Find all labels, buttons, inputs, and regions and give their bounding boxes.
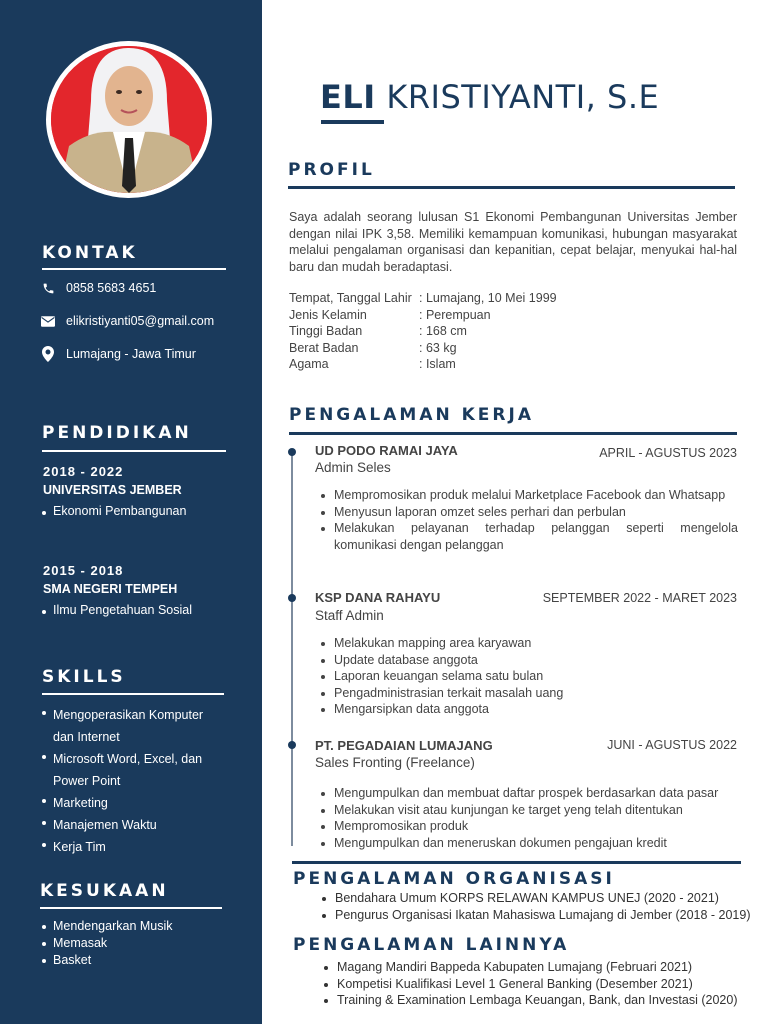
job-task: Mempromosikan produk (318, 818, 738, 835)
location-pin-icon (40, 346, 56, 362)
education-major-list (40, 504, 186, 518)
hobbies-heading: KESUKAAN (40, 881, 169, 901)
work-divider (289, 432, 737, 435)
education-school: UNIVERSITAS JEMBER (43, 483, 182, 497)
profile-heading: PROFIL (288, 160, 375, 180)
other-experience-heading: PENGALAMAN LAINNYA (293, 935, 570, 955)
profile-summary: Saya adalah seorang lulusan S1 Ekonomi Pembangunan Universitas Jember dengan nilai IPK 3,58. Memiliki kemampuan komunikasi, hubungan masyarakat melalui pengalaman organisasi dan kepanitian, cepat belajar, menyukai hal-hal baru dan mudah beradaptasi. (289, 210, 737, 274)
job-task: Melakukan visit atau kunjungan ke target yeng telah ditentukan (318, 802, 738, 819)
job-task: Melakukan pelayanan terhadap pelanggan seperti mengelola komunikasi dengan pelanggan (318, 520, 738, 553)
education-school: SMA NEGERI TEMPEH (43, 582, 178, 596)
work-heading: PENGALAMAN KERJA (289, 405, 534, 425)
name-underline (321, 120, 384, 124)
detail-value: : Lumajang, 10 Mei 1999 (419, 291, 557, 305)
education-heading: PENDIDIKAN (42, 423, 192, 443)
job-role: Staff Admin (315, 608, 384, 623)
hobbies-list (40, 918, 173, 969)
contact-phone (40, 280, 156, 296)
job-date: JUNI - AGUSTUS 2022 (607, 738, 737, 752)
sidebar (0, 0, 262, 1024)
last-name: KRISTIYANTI, S.E (375, 78, 660, 116)
hobby-item: Basket (40, 952, 173, 969)
education-major: Ekonomi Pembangunan (40, 504, 186, 518)
phone-icon (40, 280, 56, 296)
detail-label: Berat Badan (289, 340, 359, 355)
contact-location (40, 346, 196, 362)
other-experience-item: Magang Mandiri Bappeda Kabupaten Lumajang (Februari 2021) (320, 959, 737, 976)
timeline-dot (288, 448, 296, 456)
job-task: Pengadministrasian terkait masalah uang (318, 685, 738, 702)
job-task: Melakukan mapping area karyawan (318, 635, 738, 652)
job-task: Menyusun laporan omzet seles perhari dan perbulan (318, 504, 738, 521)
skill-item: Manajemen Waktu (40, 814, 220, 836)
detail-row (289, 290, 557, 307)
contact-heading: KONTAK (42, 243, 138, 263)
profile-photo (46, 41, 212, 198)
skill-item: Marketing (40, 792, 220, 814)
work-timeline (291, 452, 293, 846)
detail-row (289, 307, 557, 324)
detail-value: : Perempuan (419, 307, 491, 322)
job-company: UD PODO RAMAI JAYA (315, 443, 458, 458)
job-role: Sales Fronting (Freelance) (315, 755, 475, 770)
timeline-dot (288, 741, 296, 749)
skills-heading: SKILLS (42, 667, 126, 687)
detail-row (289, 356, 557, 373)
education-divider (42, 450, 226, 452)
email-address: elikristiyanti05@gmail.com (66, 314, 215, 328)
education-years: 2015 - 2018 (43, 563, 124, 578)
job-task: Mengumpulkan dan membuat daftar prospek berdasarkan data pasar (318, 785, 738, 802)
job-task: Mengumpulkan dan meneruskan dokumen pengajuan kredit (318, 835, 738, 852)
hobby-item: Mendengarkan Musik (40, 918, 173, 935)
job-task: Update database anggota (318, 652, 738, 669)
job-task-list (318, 487, 738, 553)
hobbies-divider (40, 907, 222, 909)
contact-divider (42, 268, 226, 270)
detail-row (289, 340, 557, 357)
organization-list (318, 890, 751, 923)
mail-icon (40, 313, 56, 329)
location-text: Lumajang - Jawa Timur (66, 347, 196, 361)
detail-label: Tempat, Tanggal Lahir (289, 291, 412, 305)
profile-divider (288, 186, 735, 189)
education-major-list (40, 603, 192, 617)
job-task: Mempromosikan produk melalui Marketplace Facebook dan Whatsapp (318, 487, 738, 504)
detail-label: Tinggi Badan (289, 324, 363, 338)
skill-item: Microsoft Word, Excel, dan Power Point (40, 748, 220, 792)
other-experience-item: Training & Examination Lembaga Keuangan, Bank, dan Investasi (2020) (320, 992, 737, 1009)
detail-value: : Islam (419, 357, 456, 371)
skills-list (40, 704, 220, 858)
job-task-list (318, 635, 738, 718)
job-role: Admin Seles (315, 460, 391, 475)
job-task: Mengarsipkan data anggota (318, 701, 738, 718)
detail-label: Agama (289, 357, 329, 371)
organization-heading: PENGALAMAN ORGANISASI (293, 869, 615, 889)
organization-item: Bendahara Umum KORPS RELAWAN KAMPUS UNEJ (2020 - 2021) (318, 890, 751, 907)
first-name: ELI (320, 78, 376, 116)
job-company: KSP DANA RAHAYU (315, 590, 441, 605)
organization-divider (292, 861, 741, 864)
job-date: SEPTEMBER 2022 - MARET 2023 (542, 591, 737, 605)
other-experience-item: Kompetisi Kualifikasi Level 1 General Banking (Desember 2021) (320, 976, 737, 993)
skill-item: Mengoperasikan Komputer dan Internet (40, 704, 220, 748)
job-date: APRIL - AGUSTUS 2023 (599, 446, 737, 460)
detail-row (289, 323, 557, 340)
personal-details (289, 290, 557, 373)
job-task-list (318, 785, 738, 851)
education-major: Ilmu Pengetahuan Sosial (40, 603, 192, 617)
phone-number: 0858 5683 4651 (66, 281, 157, 295)
detail-value: : 168 cm (419, 324, 467, 338)
detail-value: : 63 kg (419, 340, 457, 355)
skills-divider (42, 693, 224, 695)
full-name (320, 78, 659, 116)
skill-item: Kerja Tim (40, 836, 220, 858)
profile-photo-image (51, 46, 207, 193)
other-experience-list (320, 959, 737, 1009)
detail-label: Jenis Kelamin (289, 307, 367, 322)
education-years: 2018 - 2022 (43, 464, 124, 479)
job-company: PT. PEGADAIAN LUMAJANG (315, 738, 493, 753)
organization-item: Pengurus Organisasi Ikatan Mahasiswa Lumajang di Jember (2018 - 2019) (318, 907, 751, 924)
timeline-dot (288, 594, 296, 602)
hobby-item: Memasak (40, 935, 173, 952)
contact-email (40, 313, 214, 329)
job-task: Laporan keuangan selama satu bulan (318, 668, 738, 685)
